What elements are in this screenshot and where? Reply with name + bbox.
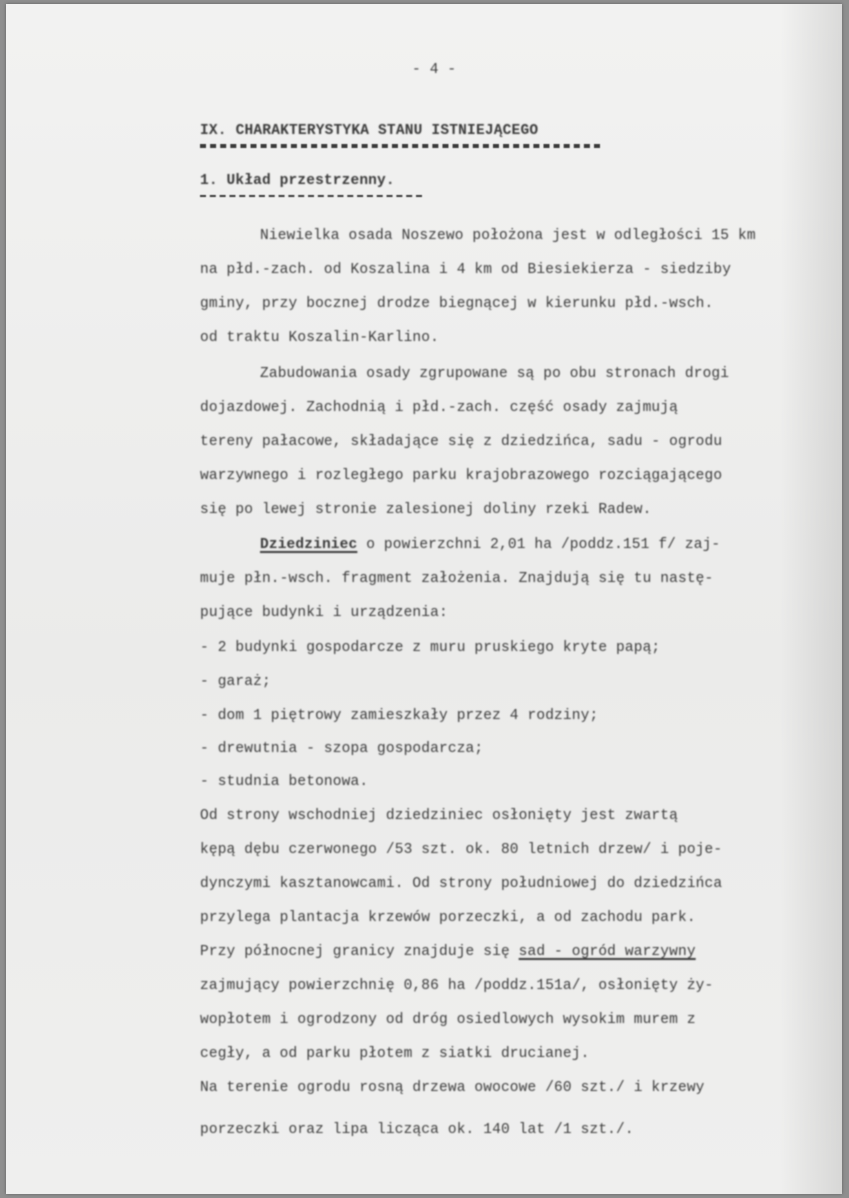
subsection-title: 1. Układ przestrzenny.	[200, 173, 395, 189]
text-line: dynczymi kasztanowcami. Od strony południowej do dziedzińca	[200, 876, 723, 892]
list-item: - dom 1 piętrowy zamieszkały przez 4 rodziny;	[200, 708, 599, 724]
text-line: porzeczki oraz lipa licząca ok. 140 lat /1 szt./.	[200, 1122, 634, 1138]
text-line: zajmujący powierzchnię 0,86 ha /poddz.151a/, osłonięty ży-	[200, 978, 714, 994]
text-line: przylega plantacja krzewów porzeczki, a od zachodu park.	[200, 910, 696, 926]
text-line: tereny pałacowe, składające się z dziedzińca, sadu - ogrodu	[200, 434, 723, 450]
text-line: Od strony wschodniej dziedziniec osłonięty jest zwartą	[200, 808, 678, 824]
text-line: gminy, przy bocznej drodze biegnącej w kierunku płd.-wsch.	[200, 296, 714, 312]
text-line: Na terenie ogrodu rosną drzewa owocowe /60 szt./ i krzewy	[200, 1080, 705, 1096]
text-line: cegły, a od parku płotem z siatki drucianej.	[200, 1046, 590, 1062]
text-line: się po lewej stronie zalesionej doliny rzeki Radew.	[200, 502, 652, 518]
text-line: pujące budynki i urządzenia:	[200, 605, 448, 621]
text-line	[260, 535, 720, 555]
text-line: wopłotem i ogrodzony od dróg osiedlowych wysokim murem z	[200, 1012, 696, 1028]
underlined-term-sad-ogrod: sad - ogród warzywny	[518, 944, 696, 960]
text-line: Niewielka osada Noszewo położona jest w odległości 15 km	[260, 228, 756, 244]
text-line: warzywnego i rozległego parku krajobrazowego rozciągającego	[200, 468, 723, 484]
text-run: o powierzchni 2,01 ha /poddz.151 f/ zaj-	[357, 537, 721, 553]
text-line: Zabudowania osady zgrupowane są po obu stronach drogi	[260, 366, 730, 382]
section-title-rule	[200, 144, 600, 148]
text-line: na płd.-zach. od Koszalina i 4 km od Biesiekierza - siedziby	[200, 262, 732, 278]
page-number: - 4 -	[412, 62, 457, 78]
list-item: - garaż;	[200, 674, 271, 690]
text-line: kępą dębu czerwonego /53 szt. ok. 80 letnich drzew/ i poje-	[200, 842, 723, 858]
subsection-title-rule	[200, 195, 422, 197]
text-line: od traktu Koszalin-Karlino.	[200, 330, 439, 346]
section-title: IX. CHARAKTERYSTYKA STANU ISTNIEJĄCEGO	[200, 123, 539, 139]
list-item: - 2 budynki gospodarcze z muru pruskiego kryte papą;	[200, 640, 661, 656]
text-line	[200, 942, 696, 962]
list-item: - studnia betonowa.	[200, 774, 369, 790]
underlined-term-dziedziniec: Dziedziniec	[260, 537, 358, 553]
text-line: muje płn.-wsch. fragment założenia. Znajdują się tu nastę-	[200, 571, 714, 587]
text-run: Przy północnej granicy znajduje się	[200, 944, 519, 960]
text-line: dojazdowej. Zachodnią i płd.-zach. część osady zajmują	[200, 400, 678, 416]
list-item: - drewutnia - szopa gospodarcza;	[200, 741, 484, 757]
